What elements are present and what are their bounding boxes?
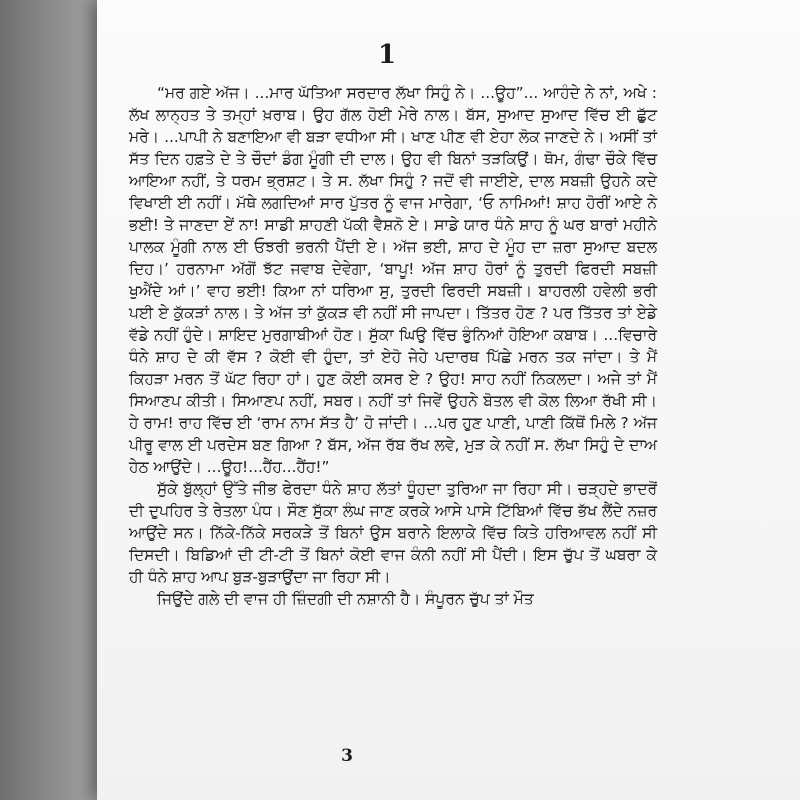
paragraph-2: ਸੁੱਕੇ ਬੁੱਲ੍ਹਾਂ ਉੱਤੇ ਜੀਭ ਫੇਰਦਾ ਧੰਨੇ ਸ਼ਾਹ ਲੱਤਾਂ ਧੂੰਹਦਾ ਤੁਰਿਆ ਜਾ ਰਿਹਾ ਸੀ। ਚੜ੍ਹਦੇ ਭਾਦਰੋਂ ਦੀ ਦੁਪਹਿਰ ਤੇ ਰੇਤਲਾ ਪੰਧ। ਸੌਣ ਸੁੱਕਾ ਲੰਘ ਜਾਣ ਕਰਕੇ ਆਸੇ ਪਾਸੇ ਟਿੱਬਿਆਂ ਵਿੱਚ ਭੱਖ ਲੈਂਦੇ ਨਜ਼ਰ ਆਉਂਦੇ ਸਨ। ਨਿੱਕੇ-ਨਿੱਕੇ ਸਰਕੜੇ ਤੋਂ ਬਿਨਾਂ ਉਸ ਬਰਾਨੇ ਇਲਾਕੇ ਵਿੱਚ ਕਿਤੇ ਹਰਿਆਵਲ ਨਹੀਂ ਸੀ ਦਿਸਦੀ। ਬਿਡਿਆਂ ਦੀ ਟੀ-ਟੀ ਤੋਂ ਬਿਨਾਂ ਕੋਈ ਵਾਜ ਕੰਨੀ ਨਹੀਂ ਸੀ ਪੈਂਦੀ। ਇਸ ਚੁੱਪ ਤੋਂ ਘਬਰਾ ਕੇ ਹੀ ਧੰਨੇ ਸ਼ਾਹ ਆਪ ਬੁੜ-ਬੁੜਾਉਂਦਾ ਜਾ ਰਿਹਾ ਸੀ। — [129, 480, 657, 586]
page-number: 3 — [341, 746, 353, 766]
paragraph-3: ਜਿਉਂਦੇ ਗਲੇ ਦੀ ਵਾਜ ਹੀ ਜ਼ਿੰਦਗੀ ਦੀ ਨਸ਼ਾਨੀ ਹੈ। ਸੰਪੂਰਨ ਚੁੱਪ ਤਾਂ ਮੌਤ — [157, 590, 534, 608]
body-text — [129, 82, 657, 610]
paragraph-1: “ਮਰ ਗਏ ਅੱਜ। ...ਮਾਰ ਘੱਤਿਆ ਸਰਦਾਰ ਲੱਖਾ ਸਿਹੁੰ ਨੇ। ...ਊਹ”... ਆਹੰਦੇ ਨੇ ਨਾਂ, ਅਖੇ : ਲੱਖ ਲਾਨ੍ਹਤ ਤੇ ਤਮ੍ਹਾਂ ਖ਼ਰਾਬ। ਉਹ ਗੱਲ ਹੋਈ ਮੇਰੇ ਨਾਲ। ਬੱਸ, ਸੁਆਦ ਸੁਆਦ ਵਿੱਚ ਈ ਛੁੱਟ ਮਰੇ। ...ਪਾਪੀ ਨੇ ਬਣਾਇਆ ਵੀ ਬੜਾ ਵਧੀਆ ਸੀ। ਖਾਣ ਪੀਣ ਵੀ ਏਹਾ ਲੋਕ ਜਾਣਦੇ ਨੇ। ਅਸੀਂ ਤਾਂ ਸੱਤ ਦਿਨ ਹਫ਼ਤੇ ਦੇ ਤੇ ਚੌਦਾਂ ਡੰਗ ਮੂੰਗੀ ਦੀ ਦਾਲ। ਉਹ ਵੀ ਬਿਨਾਂ ਤੜਕਿਉਂ। ਥੋਮ, ਗੰਢਾ ਚੌਕੇ ਵਿੱਚ ਆਇਆ ਨਹੀਂ, ਤੇ ਧਰਮ ਭ੍ਰਸ਼ਟ। ਤੇ ਸ. ਲੱਖਾ ਸਿਹੁੰ ? ਜਦੋਂ ਵੀ ਜਾਈਏ, ਦਾਲ ਸਬਜ਼ੀ ਉਹਨੇ ਕਦੇ ਵਿਖਾਈ ਈ ਨਹੀਂ। ਮੱਥੇ ਲਗਦਿਆਂ ਸਾਰ ਪੁੱਤਰ ਨੂੰ ਵਾਜ ਮਾਰੇਗਾ, ‘ਓ ਨਾਮਿਆਂ! ਸ਼ਾਹ ਹੋਰੀਂ ਆਏ ਨੇ ਭਈ! ਤੇ ਜਾਣਦਾ ਏਂ ਨਾ! ਸਾਡੀ ਸ਼ਾਹਣੀ ਪੱਕੀ ਵੈਸ਼ਨੋ ਏ। ਸਾਡੇ ਯਾਰ ਧੰਨੇ ਸ਼ਾਹ ਨੂੰ ਘਰ ਬਾਰਾਂ ਮਹੀਨੇ ਪਾਲਕ ਮੂੰਗੀ ਨਾਲ ਈ ਓਝਰੀ ਭਰਨੀ ਪੈਂਦੀ ਏ। ਅੱਜ ਭਈ, ਸ਼ਾਹ ਦੇ ਮੂੰਹ ਦਾ ਜ਼ਰਾ ਸੁਆਦ ਬਦਲ ਦਿਹ।’ ਹਰਨਾਮਾ ਅੱਗੋਂ ਝੱਟ ਜਵਾਬ ਦੇਵੇਗਾ, ‘ਬਾਪੂ! ਅੱਜ ਸ਼ਾਹ ਹੋਰਾਂ ਨੂੰ ਤੁਰਦੀ ਫਿਰਦੀ ਸਬਜ਼ੀ ਖੁਐਂਦੇ ਆਂ।’ ਵਾਹ ਭਈ! ਕਿਆ ਨਾਂ ਧਰਿਆ ਸੁ, ਤੁਰਦੀ ਫਿਰਦੀ ਸਬਜ਼ੀ। ਬਾਹਰਲੀ ਹਵੇਲੀ ਭਰੀ ਪਈ ਏ ਕੁੱਕੜਾਂ ਨਾਲ। ਤੇ ਅੱਜ ਤਾਂ ਕੁੱਕੜ ਵੀ ਨਹੀਂ ਸੀ ਜਾਪਦਾ। ਤਿੱਤਰ ਹੋਣ ? ਪਰ ਤਿੱਤਰ ਤਾਂ ਏਡੇ ਵੱਡੇ ਨਹੀਂ ਹੁੰਦੇ। ਸ਼ਾਇਦ ਮੁਰਗਾਬੀਆਂ ਹੋਣ। ਸੁੱਕਾ ਘਿਉ ਵਿੱਚ ਭੁੰਨਿਆਂ ਹੋਇਆ ਕਬਾਬ। ...ਵਿਚਾਰੇ ਧੰਨੇ ਸ਼ਾਹ ਦੇ ਕੀ ਵੱਸ ? ਕੋਈ ਵੀ ਹੁੰਦਾ, ਤਾਂ ਏਹੋ ਜੇਹੇ ਪਦਾਰਥ ਪਿੱਛੇ ਮਰਨ ਤਕ ਜਾਂਦਾ। ਤੇ ਮੈਂ ਕਿਹੜਾ ਮਰਨ ਤੋਂ ਘੱਟ ਰਿਹਾ ਹਾਂ। ਹੁਣ ਕੋਈ ਕਸਰ ਏ ? ਉਹ! ਸਾਹ ਨਹੀਂ ਨਿਕਲਦਾ। ਅਜੇ ਤਾਂ ਮੈਂ ਸਿਆਣਪ ਕੀਤੀ। ਸਿਆਣਪ ਨਹੀਂ, ਸਬਰ। ਨਹੀਂ ਤਾਂ ਜਿਵੇਂ ਉਹਨੇ ਬੋਤਲ ਵੀ ਕੋਲ ਲਿਆ ਰੱਖੀ ਸੀ। ਹੇ ਰਾਮ! ਰਾਹ ਵਿੱਚ ਈ ‘ਰਾਮ ਨਾਮ ਸੱਤ ਹੈ’ ਹੋ ਜਾਂਦੀ। ...ਪਰ ਹੁਣ ਪਾਣੀ, ਪਾਣੀ ਕਿੱਥੋਂ ਮਿਲੇ ? ਅੱਜ ਪੀਰੂ ਵਾਲ ਈ ਪਰਦੇਸ ਬਣ ਗਿਆ ? ਬੱਸ, ਅੱਜ ਰੱਬ ਰੱਖ ਲਵੇ, ਮੁੜ ਕੇ ਨਹੀਂ ਸ. ਲੱਖਾ ਸਿਹੁੰ ਦੇ ਦਾਅ ਹੇਠ ਆਉਂਦੇ। ...ਊਹ!...ਹੈਂਹ...ਹੈਂਹ!” — [129, 84, 657, 476]
book-page — [97, 0, 800, 800]
chapter-number: 1 — [377, 40, 397, 70]
